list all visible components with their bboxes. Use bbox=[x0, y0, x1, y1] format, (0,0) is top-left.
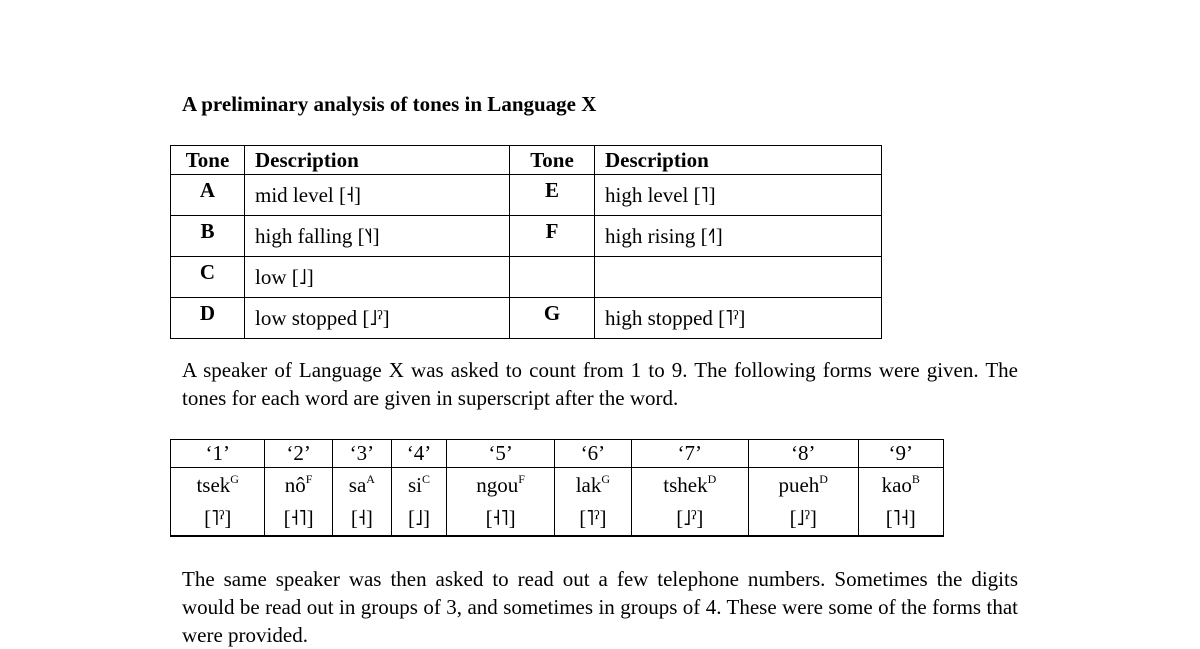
number-word: pueh bbox=[778, 472, 820, 497]
number-gloss: ‘4’ bbox=[391, 440, 446, 468]
number-word-cell bbox=[555, 468, 632, 503]
tone-letter: [˧] bbox=[332, 502, 391, 536]
tone-row bbox=[171, 257, 882, 298]
number-gloss: ‘2’ bbox=[265, 440, 332, 468]
tone-letter: [˩] bbox=[391, 502, 446, 536]
number-word-cell bbox=[858, 468, 943, 503]
tone-description: high level [˥] bbox=[595, 175, 882, 216]
gloss-row bbox=[171, 440, 944, 468]
number-word: lak bbox=[575, 472, 602, 497]
tone-letter: [˥ˀ] bbox=[555, 502, 632, 536]
number-gloss: ‘3’ bbox=[332, 440, 391, 468]
tone-superscript: D bbox=[819, 471, 828, 486]
number-word-cell bbox=[631, 468, 748, 503]
document-title: A preliminary analysis of tones in Language X bbox=[182, 92, 597, 116]
number-gloss: ‘1’ bbox=[171, 440, 265, 468]
tone-code: F bbox=[510, 216, 595, 257]
number-word: ngou bbox=[476, 472, 519, 497]
tone-table bbox=[170, 145, 882, 339]
tone-code: C bbox=[171, 257, 245, 298]
tone-letter: [˩ˀ] bbox=[631, 502, 748, 536]
numbers-table bbox=[170, 439, 944, 537]
tone-code bbox=[510, 257, 595, 298]
tone-description: mid level [˧] bbox=[245, 175, 510, 216]
tone-superscript: B bbox=[911, 471, 920, 486]
number-word-cell bbox=[447, 468, 555, 503]
tone-letter: [˧˥] bbox=[447, 502, 555, 536]
number-word: kao bbox=[881, 472, 912, 497]
telephone-paragraph: The same speaker was then asked to read out a few telephone numbers. Sometimes the digits would be read out in groups of 3, and sometimes in groups of 4. These were some of the forms that were provided. bbox=[182, 567, 1018, 647]
tone-superscript: G bbox=[601, 471, 611, 486]
number-gloss: ‘7’ bbox=[631, 440, 748, 468]
tone-letter: [˩ˀ] bbox=[748, 502, 858, 536]
tone-description: high falling [˥˧] bbox=[245, 216, 510, 257]
number-word-cell bbox=[391, 468, 446, 503]
tone-header-2: Tone bbox=[510, 146, 595, 175]
number-gloss: ‘6’ bbox=[555, 440, 632, 468]
tone-code: A bbox=[171, 175, 245, 216]
number-gloss: ‘5’ bbox=[447, 440, 555, 468]
number-gloss: ‘9’ bbox=[858, 440, 943, 468]
tone-superscript: D bbox=[707, 471, 717, 486]
word-row bbox=[171, 468, 944, 503]
tone-header-1: Tone bbox=[171, 146, 245, 175]
tone-description bbox=[595, 257, 882, 298]
tone-superscript: G bbox=[230, 471, 239, 486]
tone-row bbox=[171, 175, 882, 216]
number-word: nô bbox=[284, 472, 306, 497]
tone-code: E bbox=[510, 175, 595, 216]
number-word: sa bbox=[348, 472, 367, 497]
tone-code: D bbox=[171, 298, 245, 339]
number-word-cell bbox=[171, 468, 265, 503]
number-gloss: ‘8’ bbox=[748, 440, 858, 468]
number-word-cell bbox=[265, 468, 332, 503]
tone-description: low stopped [˩ˀ] bbox=[245, 298, 510, 339]
tone-row bbox=[171, 216, 882, 257]
tone-letter: [˥ˀ] bbox=[171, 502, 265, 536]
tone-letter: [˥˧] bbox=[858, 502, 943, 536]
counting-paragraph: A speaker of Language X was asked to count from 1 to 9. The following forms were given. The tones for each word are given in superscript after the word. bbox=[182, 358, 1018, 410]
tone-description: low [˩] bbox=[245, 257, 510, 298]
number-word: si bbox=[408, 472, 423, 497]
description-header-2: Description bbox=[595, 146, 882, 175]
tone-superscript: A bbox=[366, 471, 375, 486]
tone-code: G bbox=[510, 298, 595, 339]
number-word-cell bbox=[748, 468, 858, 503]
tone-row bbox=[171, 298, 882, 339]
tone-superscript: F bbox=[518, 471, 525, 486]
tone-table-header bbox=[171, 146, 882, 175]
tone-description: high rising [˧˥] bbox=[595, 216, 882, 257]
number-word: tshek bbox=[663, 472, 708, 497]
tone-superscript: F bbox=[305, 471, 313, 486]
number-word: tsek bbox=[196, 472, 231, 497]
number-word-cell bbox=[332, 468, 391, 503]
description-header-1: Description bbox=[245, 146, 510, 175]
ipa-row bbox=[171, 502, 944, 536]
tone-description: high stopped [˥ˀ] bbox=[595, 298, 882, 339]
tone-superscript: C bbox=[422, 471, 431, 486]
tone-letter: [˧˥] bbox=[265, 502, 332, 536]
tone-code: B bbox=[171, 216, 245, 257]
